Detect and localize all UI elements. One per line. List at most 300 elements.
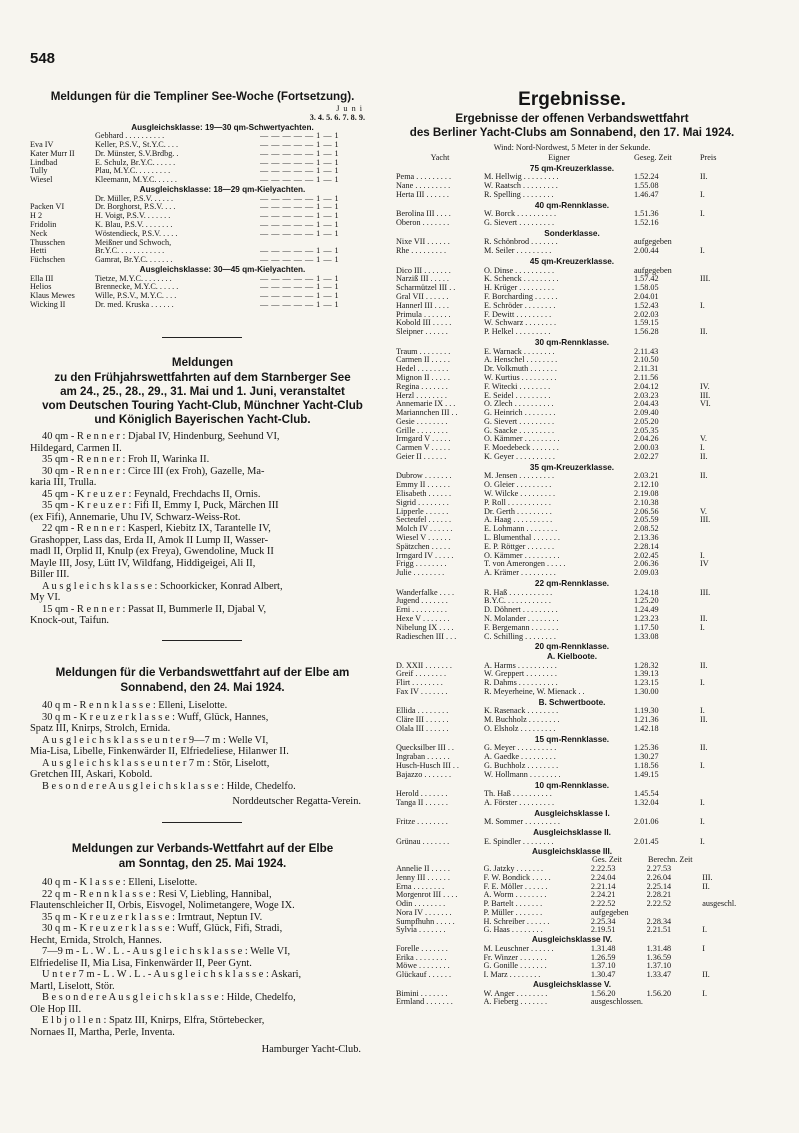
result-row bbox=[396, 427, 748, 436]
prize bbox=[700, 293, 740, 302]
result-row bbox=[396, 499, 748, 508]
prize: I. bbox=[700, 210, 705, 219]
day-entries: — — — — — 1 — 1 bbox=[260, 220, 340, 229]
owner-name: M. Seiler . . . . . . . . . bbox=[484, 247, 552, 256]
owner-name: F. Borcharding . . . . . . bbox=[484, 292, 558, 301]
entry-line: 35 qm - R e n n e r : Froh II, Warinka II. bbox=[42, 454, 210, 465]
entry-line: Grashopper, Lass das, Erda II, Amok II Lump II, Wasser- bbox=[30, 534, 269, 546]
yacht-name: Hetti bbox=[30, 247, 47, 256]
prize bbox=[700, 409, 740, 418]
prize bbox=[700, 753, 740, 762]
yacht-name: D. XXII . . . . . . . bbox=[396, 661, 452, 670]
yacht-name: Berolina III . . . . bbox=[396, 210, 451, 219]
prize bbox=[700, 219, 740, 228]
result-row bbox=[396, 453, 748, 462]
result-row bbox=[396, 392, 748, 401]
elbe24-title-1: Meldungen für die Verbandswettfahrt auf der Elbe am bbox=[55, 666, 350, 679]
owner-name: R. Spelling . . . . . . . . bbox=[484, 190, 554, 199]
prize: I. bbox=[700, 761, 705, 770]
entry-line: Mia-Lisa, Libelle, Finkenwärder II, Elfriedeliese, Hilanwer II. bbox=[30, 746, 289, 757]
yacht-name: Forelle . . . . . . . bbox=[396, 944, 448, 953]
owner-name: R. Dahms . . . . . . . . . . bbox=[484, 679, 558, 688]
elbe24-entries bbox=[30, 700, 375, 792]
prize bbox=[700, 182, 740, 191]
calculated-time: 1.36.59 bbox=[646, 953, 672, 962]
templin-classes bbox=[30, 123, 375, 310]
owner-name: A. Gaedke . . . . . . . . . bbox=[484, 753, 556, 762]
entry-line: karia III, Trulla. bbox=[30, 477, 97, 488]
class-heading: 15 qm-Rennklasse. bbox=[534, 734, 610, 744]
elapsed-time: 1.30.00 bbox=[634, 687, 659, 696]
result-row bbox=[396, 962, 748, 971]
owner-name: H. Krüger . . . . . . . . . bbox=[484, 284, 555, 293]
owner-name: T. von Amerongen . . . . . bbox=[484, 560, 566, 569]
yacht-name: Kater Murr II bbox=[30, 149, 75, 158]
prize: I. bbox=[700, 818, 705, 827]
class-heading: Ausgleichsklasse III. bbox=[531, 846, 613, 856]
yacht-name: Husch-Husch III . . bbox=[396, 761, 459, 770]
total-time: 1.31.48 bbox=[590, 944, 616, 953]
result-row bbox=[396, 552, 748, 561]
result-row bbox=[396, 490, 748, 499]
elapsed-time: 1.58.05 bbox=[634, 284, 659, 293]
owner-name: E. Seidel . . . . . . . . . bbox=[484, 391, 551, 400]
yacht-name: Mariannchen III . . bbox=[396, 409, 458, 418]
prize: III. bbox=[700, 275, 711, 284]
result-row bbox=[396, 874, 748, 883]
calculated-time: 1.56.20 bbox=[646, 989, 672, 998]
templin-month: J u n i bbox=[336, 104, 363, 113]
yacht-name: Rhe . . . . . . . . . bbox=[396, 247, 447, 256]
elapsed-time: 2.03.23 bbox=[634, 391, 659, 400]
prize bbox=[702, 909, 748, 918]
starnberg-title-2: zu den Frühjahrswettfahrten auf dem Starnberger See bbox=[54, 371, 351, 384]
owner-name: Dr. Münster, S.V.Brdbg. . bbox=[95, 149, 179, 158]
class-heading: 45 qm-Kreuzerklasse. bbox=[529, 256, 615, 266]
yacht-name: Oberon . . . . . . . bbox=[396, 218, 450, 227]
table-row bbox=[30, 195, 375, 204]
elapsed-time: 1.24.49 bbox=[634, 606, 659, 615]
prize: I. bbox=[700, 798, 705, 807]
result-row bbox=[396, 838, 748, 847]
class-heading: B. Schwertboote. bbox=[538, 697, 606, 707]
elbe24-signature: Norddeutscher Regatta-Verein. bbox=[232, 796, 361, 807]
result-row bbox=[396, 688, 748, 697]
owner-name: O. Dinse . . . . . . . . . . bbox=[484, 266, 555, 275]
owner-name: E. Warnack . . . . . . . . bbox=[484, 347, 555, 356]
class-heading: 75 qm-Kreuzerklasse. bbox=[529, 163, 615, 173]
elapsed-time: 2.19.08 bbox=[634, 490, 659, 499]
yacht-name: Regina . . . . . . . bbox=[396, 382, 448, 391]
class-heading: Ausgleichsklasse: 18—29 qm-Kielyachten. bbox=[139, 184, 306, 194]
elapsed-time: 2.04.43 bbox=[634, 400, 659, 409]
table-row bbox=[30, 221, 375, 230]
owner-name: Brennecke, M.Y.C. . . . . . bbox=[95, 283, 179, 292]
prize bbox=[700, 499, 740, 508]
owner-name: O. Kämmer . . . . . . . . . bbox=[484, 551, 560, 560]
prize bbox=[702, 962, 748, 971]
elapsed-time: 2.09.03 bbox=[634, 569, 659, 578]
result-row bbox=[396, 543, 748, 552]
elapsed-time: 1.25.20 bbox=[634, 597, 659, 606]
total-time: 1.56.20 bbox=[590, 989, 616, 998]
owner-name: A. Krämer . . . . . . . . . bbox=[484, 569, 556, 578]
yacht-name: Nora IV . . . . . . . bbox=[396, 908, 452, 917]
prize: I. bbox=[702, 989, 708, 998]
spacer bbox=[396, 856, 592, 865]
yacht-name: Carmen II . . . . . bbox=[396, 356, 450, 365]
yacht-name: Wiesel bbox=[30, 176, 53, 185]
elapsed-time: 2.13.36 bbox=[634, 534, 659, 543]
prize bbox=[700, 569, 740, 578]
elapsed-time: 1.39.13 bbox=[634, 670, 659, 679]
result-row bbox=[396, 383, 748, 392]
elapsed-time: 2.10.38 bbox=[634, 498, 659, 507]
prize bbox=[700, 490, 740, 499]
owner-name: G. Sievert . . . . . . . . . bbox=[484, 218, 555, 227]
elapsed-time: 2.11.31 bbox=[634, 365, 659, 374]
prize: II. bbox=[702, 882, 710, 891]
result-row bbox=[396, 971, 748, 980]
owner-name: B.Y.C. . . . . . . . . . . . bbox=[484, 597, 551, 606]
owner-name: F. Witecki . . . . . . . . bbox=[484, 382, 551, 391]
yacht-name: Kobold III . . . . . bbox=[396, 319, 452, 328]
yacht-name: Grünau . . . . . . . bbox=[396, 837, 450, 846]
owner-name: M. Hellwig . . . . . . . . . bbox=[484, 173, 559, 182]
starnberg-section bbox=[30, 355, 375, 627]
yacht-name: Packen VI bbox=[30, 203, 65, 212]
prize bbox=[700, 633, 740, 642]
prize bbox=[700, 427, 740, 436]
result-row bbox=[396, 589, 748, 598]
total-time: 2.25.34 bbox=[590, 917, 616, 926]
table-row bbox=[30, 230, 375, 239]
elapsed-time: 2.09.40 bbox=[634, 409, 659, 418]
owner-name: Dr. med. Kruska . . . . . . bbox=[95, 300, 174, 309]
prize: IV bbox=[700, 560, 709, 569]
owner-name: Keller, P.S.V., St.Y.C. . . . bbox=[95, 140, 179, 149]
total-time: 1.26.59 bbox=[590, 953, 616, 962]
yacht-name: Möwe . . . . . . . . bbox=[396, 962, 450, 971]
table-row bbox=[30, 159, 375, 168]
prize bbox=[700, 771, 740, 780]
result-row bbox=[396, 891, 748, 900]
prize bbox=[700, 534, 740, 543]
owner-name: M. Buchholz . . . . . . . . bbox=[484, 716, 560, 725]
elapsed-time: 1.30.27 bbox=[634, 753, 659, 762]
results-subtitle-1: Ergebnisse der offenen Verbandswettfahrt bbox=[455, 112, 689, 125]
elapsed-time: 2.05.20 bbox=[634, 417, 659, 426]
prize bbox=[700, 348, 740, 357]
owner-name: Dr. Gerth . . . . . . . . . bbox=[484, 507, 552, 516]
prize bbox=[702, 891, 748, 900]
owner-name: Dr. Volkmuth . . . . . . . bbox=[484, 365, 557, 374]
prize bbox=[700, 356, 740, 365]
yacht-name: Lipperle . . . . . . bbox=[396, 507, 449, 516]
yacht-name: Emmy II . . . . . . bbox=[396, 481, 450, 490]
entry-line: Flautenschleicher II, Orbis, Eisvogel, Nolimetangere, Woge IX. bbox=[30, 900, 295, 911]
col-prize: Preis bbox=[700, 153, 717, 162]
owner-name: E. Schröder . . . . . . . . bbox=[484, 301, 556, 310]
elapsed-time: 2.00.03 bbox=[634, 444, 659, 453]
prize bbox=[700, 597, 740, 606]
elapsed-time: 2.02.45 bbox=[634, 551, 659, 560]
total-time: 2.22.52 bbox=[590, 900, 616, 909]
elapsed-time: 1.33.08 bbox=[634, 632, 659, 641]
table-row bbox=[30, 247, 375, 256]
owner-name: Fr. Winzer . . . . . . . bbox=[483, 953, 547, 962]
result-row bbox=[396, 615, 748, 624]
prize: II. bbox=[700, 716, 708, 725]
owner-name: Meißner und Schwoch, bbox=[95, 238, 172, 247]
prize: V. bbox=[700, 507, 707, 516]
yacht-name: Thusschen bbox=[30, 238, 66, 247]
yacht-name: Radieschen III . . . bbox=[396, 632, 457, 641]
yacht-name: Wicking II bbox=[30, 300, 66, 309]
divider bbox=[162, 337, 242, 338]
result-row bbox=[396, 597, 748, 606]
yacht-name: Nibelung IX . . . . bbox=[396, 623, 454, 632]
owner-name: W. Kurtius . . . . . . . . . bbox=[484, 373, 557, 382]
elapsed-time: 2.02.03 bbox=[634, 310, 659, 319]
page-number: 548 bbox=[30, 50, 56, 67]
elapsed-time: 1.17.50 bbox=[634, 623, 659, 632]
prize bbox=[702, 954, 748, 963]
yacht-name: Annelie II . . . . . bbox=[396, 864, 450, 873]
calculated-time: 2.21.51 bbox=[646, 926, 672, 935]
owner-name: Kleemann, M.Y.C. . . . . . bbox=[95, 176, 177, 185]
day-entries: — — — — — 1 — 1 bbox=[260, 283, 340, 292]
owner-name: I. Marz . . . . . . . . bbox=[483, 971, 541, 980]
prize bbox=[702, 865, 748, 874]
elbe24-title-2: Sonnabend, den 24. Mai 1924. bbox=[120, 681, 285, 694]
day-entries: — — — — — 1 — 1 bbox=[260, 229, 340, 238]
elapsed-time: 1.23.15 bbox=[634, 679, 659, 688]
elbe25-section bbox=[30, 841, 375, 1056]
prize: I. bbox=[700, 623, 705, 632]
owner-name: K. Schenck . . . . . . . . . bbox=[484, 275, 559, 284]
yacht-name: Grille . . . . . . . . bbox=[396, 426, 448, 435]
result-row bbox=[396, 918, 748, 927]
prize bbox=[700, 525, 740, 534]
yacht-name bbox=[30, 132, 95, 141]
owner-name: A. Harms . . . . . . . . . . bbox=[484, 661, 557, 670]
result-row bbox=[396, 348, 748, 357]
elapsed-time: 2.04.26 bbox=[634, 435, 659, 444]
elapsed-time: 1.56.28 bbox=[634, 328, 659, 337]
prize: I. bbox=[700, 707, 705, 716]
owner-name: F. Dewitt . . . . . . . . . bbox=[484, 310, 552, 319]
col-calc-time: Berechn. Zeit bbox=[648, 856, 693, 865]
entry-line: Mayle III, Josy, Lütt IV, Wildfang, Hiddigeigei, Ali II, bbox=[30, 557, 256, 569]
class-heading: Ausgleichsklasse V. bbox=[533, 980, 611, 990]
elbe24-section bbox=[30, 665, 375, 808]
results-handicap-tables bbox=[396, 847, 748, 1008]
result-row bbox=[396, 210, 748, 219]
elapsed-time: 1.59.15 bbox=[634, 319, 659, 328]
yacht-name: Carmen V . . . . . bbox=[396, 444, 451, 453]
prize bbox=[700, 267, 740, 276]
owner-name: W. Borck . . . . . . . . . . bbox=[484, 210, 557, 219]
table-row bbox=[30, 141, 375, 150]
result-row bbox=[396, 569, 748, 578]
elapsed-time: 2.28.14 bbox=[634, 542, 659, 551]
day-entries: — — — — — 1 — 1 bbox=[260, 158, 340, 167]
total-time: 2.19.51 bbox=[590, 926, 616, 935]
owner-name: P. Bartelt . . . . . . . bbox=[483, 900, 543, 909]
prize: I. bbox=[700, 190, 705, 199]
result-row bbox=[396, 909, 748, 918]
prize bbox=[700, 418, 740, 427]
result-row bbox=[396, 707, 748, 716]
prize: I. bbox=[700, 301, 705, 310]
owner-name: Gamrat, Br.Y.C. . . . . . . bbox=[95, 256, 173, 265]
yacht-name: Olala III . . . . . . bbox=[396, 724, 449, 733]
total-time: 2.24.04 bbox=[590, 873, 616, 882]
owner-name: F. E. Möller . . . . . . bbox=[483, 882, 548, 891]
result-row bbox=[396, 753, 748, 762]
prize bbox=[700, 481, 740, 490]
owner-name: R. Meyerheine, W. Mienack . . bbox=[484, 687, 585, 696]
elapsed-time: 1.49.15 bbox=[634, 770, 659, 779]
prize bbox=[700, 284, 740, 293]
entry-line: Hildegard, Carmen II. bbox=[30, 442, 122, 454]
entry-line: Biller III. bbox=[30, 569, 70, 580]
yacht-name: Morgenrot III . . . . bbox=[396, 891, 458, 900]
owner-name: E. Schulz, Br.Y.C. . . . . . bbox=[95, 158, 176, 167]
calculated-time: 2.28.34 bbox=[646, 917, 672, 926]
table-row bbox=[30, 301, 375, 310]
owner-name: G. Gonille . . . . . . . bbox=[483, 962, 547, 971]
elapsed-time: 1.45.54 bbox=[634, 790, 659, 799]
entry-line: 35 q m - K r e u z e r k l a s s e : Irmtraut, Neptun IV. bbox=[42, 911, 263, 923]
entry-line: 40 qm - R e n n e r : Djabal IV, Hindenburg, Seehund VI, bbox=[42, 431, 280, 442]
elapsed-time: 1.25.36 bbox=[634, 744, 659, 753]
prize: II. bbox=[700, 744, 708, 753]
yacht-name: H 2 bbox=[30, 212, 43, 221]
yacht-name bbox=[30, 195, 95, 204]
prize: II. bbox=[700, 615, 708, 624]
elbe25-title-2: am Sonntag, den 25. Mai 1924. bbox=[118, 857, 287, 870]
elapsed-time: 2.06.36 bbox=[634, 560, 659, 569]
yacht-name: Fritze . . . . . . . . bbox=[396, 818, 448, 827]
templin-section bbox=[30, 90, 375, 310]
calculated-time: 2.27.53 bbox=[646, 864, 672, 873]
yacht-name: Mignon II . . . . . bbox=[396, 373, 450, 382]
yacht-name: Annemarie IX . . . bbox=[396, 400, 456, 409]
elapsed-time: 2.04.12 bbox=[634, 382, 659, 391]
day-entries: — — — — — 1 — 1 bbox=[260, 149, 340, 158]
starnberg-title-5: und Königlich Bayerischen Yacht-Club. bbox=[94, 413, 311, 426]
prize bbox=[700, 365, 740, 374]
owner-name: M. Leuschner . . . . . . bbox=[483, 944, 554, 953]
owner-name: W. Wilcke . . . . . . . . . bbox=[484, 490, 556, 499]
yacht-name: Lindbad bbox=[30, 158, 58, 167]
prize: I bbox=[702, 944, 705, 953]
result-row bbox=[396, 771, 748, 780]
result-row bbox=[396, 560, 748, 569]
entry-line: B e s o n d e r e A u s g l e i c h s k l a s s e : Hilde, Chedelfo. bbox=[42, 780, 296, 792]
results-subtitle-2: des Berliner Yacht-Clubs am Sonnabend, den 17. Mai 1924. bbox=[409, 126, 735, 139]
result-row bbox=[396, 744, 748, 753]
yacht-name: Sumpfhuhn . . . . . bbox=[396, 917, 455, 926]
result-row bbox=[396, 173, 748, 182]
yacht-name: Geier II . . . . . . bbox=[396, 453, 447, 462]
results-section bbox=[396, 88, 748, 1007]
elapsed-time: 2.06.56 bbox=[634, 507, 659, 516]
prize: IV. bbox=[700, 382, 710, 391]
elapsed-time: 1.32.04 bbox=[634, 798, 659, 807]
elapsed-time: 1.21.36 bbox=[634, 716, 659, 725]
prize: I. bbox=[700, 444, 705, 453]
elapsed-time: 1.28.32 bbox=[634, 661, 659, 670]
day-entries: — — — — — 1 — 1 bbox=[260, 212, 340, 221]
prize bbox=[700, 688, 740, 697]
yacht-name: Füchschen bbox=[30, 256, 66, 265]
prize: I. bbox=[700, 551, 705, 560]
yacht-name: Herta III . . . . . . bbox=[396, 190, 449, 199]
result-row bbox=[396, 481, 748, 490]
owner-name: O. Zlech . . . . . . . . . . bbox=[484, 400, 554, 409]
day-entries: — — — — — 1 — 1 bbox=[260, 140, 340, 149]
owner-name: Gebhard . . . . . . . . . . bbox=[95, 132, 165, 141]
yacht-name: Ella III bbox=[30, 274, 54, 283]
result-row bbox=[396, 311, 748, 320]
prize: I. bbox=[700, 247, 705, 256]
result-row bbox=[396, 191, 748, 200]
entry-line: 40 q m - R e n n k l a s s e : Elleni, Liselotte. bbox=[42, 700, 228, 711]
entry-line: 7—9 m - L . W . L . - A u s g l e i c h s k l a s s e : Welle VI, bbox=[42, 946, 291, 957]
yacht-name: Tanga II . . . . . . bbox=[396, 798, 448, 807]
total-time: 2.22.53 bbox=[590, 864, 616, 873]
prize: II. bbox=[700, 661, 708, 670]
entry-line: Spatz III, Knirps, Strolch, Ernida. bbox=[30, 723, 171, 734]
divider bbox=[162, 640, 242, 641]
result-row bbox=[396, 302, 748, 311]
result-row bbox=[396, 633, 748, 642]
yacht-name: Jenny III . . . . . . bbox=[396, 873, 450, 882]
yacht-name: Sleipner . . . . . . bbox=[396, 328, 448, 337]
result-row bbox=[396, 990, 748, 999]
table-row bbox=[30, 132, 375, 141]
total-time: aufgegeben bbox=[590, 908, 629, 917]
yacht-name: Wanderfalke . . . . bbox=[396, 588, 454, 597]
elapsed-time: 1.24.18 bbox=[634, 588, 659, 597]
owner-name: C. Schilling . . . . . . . . bbox=[484, 632, 556, 641]
prize bbox=[700, 311, 740, 320]
result-row bbox=[396, 284, 748, 293]
result-row bbox=[396, 275, 748, 284]
yacht-name: Pema . . . . . . . . . bbox=[396, 173, 452, 182]
col-owner: Eigner bbox=[548, 153, 570, 162]
prize: VI. bbox=[700, 400, 711, 409]
yacht-name: Scharmützel III . . bbox=[396, 284, 456, 293]
yacht-name: Herzl . . . . . . . . bbox=[396, 391, 447, 400]
elapsed-time: 2.11.43 bbox=[634, 347, 659, 356]
day-entries: — — — — — 1 — 1 bbox=[260, 247, 340, 256]
yacht-name: Ermland . . . . . . . bbox=[396, 998, 453, 1007]
prize bbox=[700, 238, 740, 247]
owner-name: Wille, P.S.V., M.Y.C. . . . bbox=[95, 292, 177, 301]
calculated-time bbox=[647, 998, 703, 1007]
owner-name: W. Hollmann . . . . . . . . bbox=[484, 770, 561, 779]
templin-title: Meldungen für die Templiner See-Woche (Fortsetzung). bbox=[50, 90, 355, 103]
result-row bbox=[396, 624, 748, 633]
owner-name: A. Haag . . . . . . . . . . bbox=[484, 516, 553, 525]
day-entries: — — — — — 1 — 1 bbox=[260, 256, 340, 265]
yacht-name: Secteufel . . . . . . bbox=[396, 516, 452, 525]
result-row bbox=[396, 328, 748, 337]
